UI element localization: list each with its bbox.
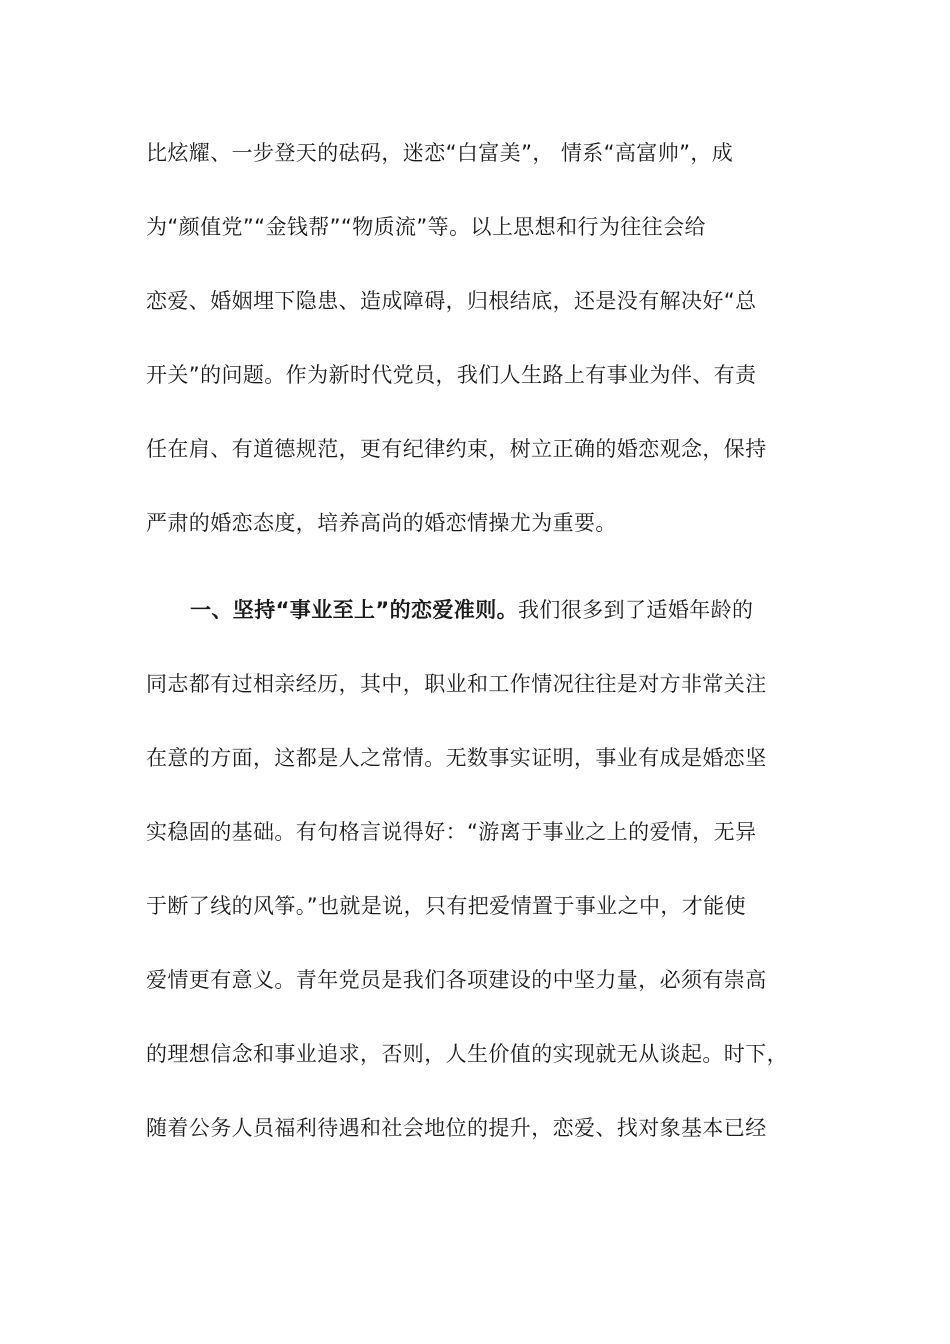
paragraph-line: 开关”的问题。作为新时代党员，我们人生路上有事业为伴、有责 <box>146 363 757 387</box>
paragraph-line: 为“颜值党”“金钱帮”“物质流”等。以上思想和行为往往会给 <box>146 215 706 239</box>
paragraph-line: 任在肩、有道德规范，更有纪律约束，树立正确的婚恋观念，保持 <box>146 437 767 461</box>
paragraph-line: 爱情更有意义。青年党员是我们各项建设的中坚力量，必须有崇高 <box>146 968 767 992</box>
paragraph-line: 在意的方面，这都是人之常情。无数事实证明，事业有成是婚恋坚 <box>146 746 767 770</box>
paragraph-line: 恋爱、婚姻埋下隐患、造成障碍，归根结底，还是没有解决好“总 <box>146 289 757 313</box>
section-heading: 一、坚持“事业至上”的恋爱准则。 <box>190 598 519 622</box>
paragraph-line: 随着公务人员福利待遇和社会地位的提升，恋爱、找对象基本已经 <box>146 1116 767 1140</box>
paragraph-line: 同志都有过相亲经历，其中，职业和工作情况往往是对方非常关注 <box>146 672 767 696</box>
paragraph-line: 于断了线的风筝。”也就是说，只有把爱情置于事业之中，才能使 <box>146 894 746 918</box>
section-first-line <box>190 590 806 630</box>
paragraph-line: 的理想信念和事业追求，否则，人生价值的实现就无从谈起。时下， <box>146 1042 788 1066</box>
section-first-line-text: 我们很多到了适婚年龄的 <box>518 598 754 622</box>
paragraph-line: 实稳固的基础。有句格言说得好：“游离于事业之上的爱情，无异 <box>146 820 757 844</box>
paragraph-line: 比炫耀、一步登天的砝码，迷恋“白富美”， 情系“高富帅”，成 <box>146 141 734 165</box>
paragraph-line: 严肃的婚恋态度，培养高尚的婚恋情操尤为重要。 <box>146 511 617 535</box>
